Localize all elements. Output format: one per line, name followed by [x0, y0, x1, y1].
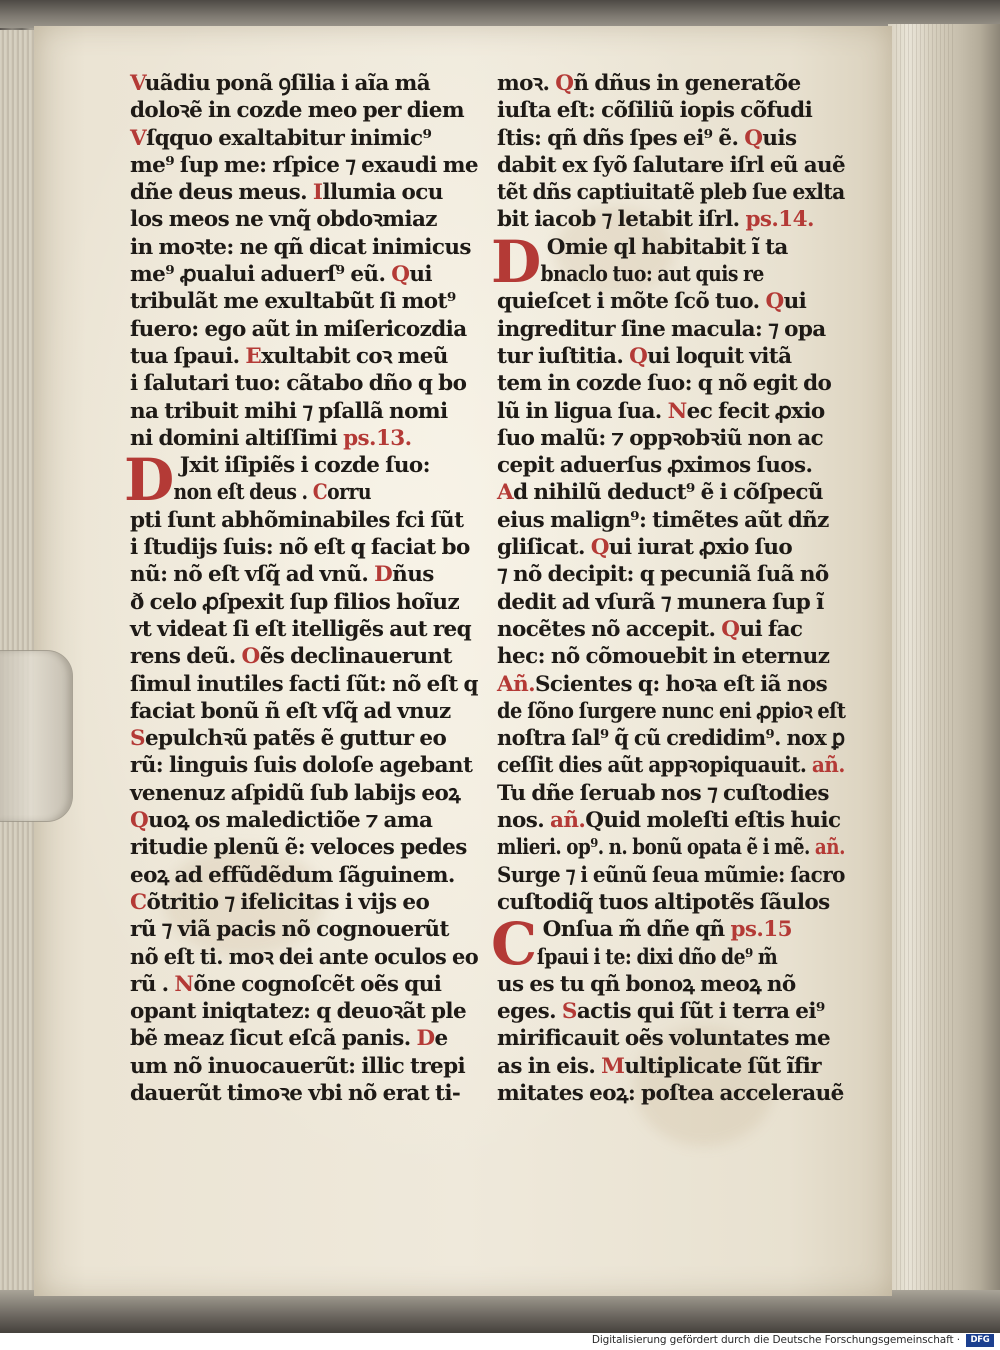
text-line: [497, 971, 845, 998]
rubric-text: V: [130, 125, 147, 151]
text-line: [130, 1053, 478, 1080]
rubric-text: Q: [130, 808, 149, 834]
rubric-text: A: [497, 480, 514, 506]
text-line: [497, 125, 845, 152]
text-line: [497, 534, 845, 561]
body-text: ceſſit dies aũt appꝛopiquauit.: [497, 753, 812, 779]
text-line: [130, 1080, 478, 1107]
text-line: [497, 479, 845, 506]
book-clasp: [0, 650, 73, 822]
rubric-text: M: [601, 1053, 625, 1079]
decorated-initial: C: [491, 910, 537, 979]
body-text: mitates eoꝝ: poſtea accelerauẽ: [497, 1080, 844, 1106]
rubric-text: N: [174, 971, 194, 997]
binding-bottom-edge: [0, 1290, 1000, 1333]
body-text: vt videat ſi eſt itelligẽs aut req: [130, 616, 472, 642]
rubric-text: S: [130, 726, 145, 752]
body-text: ſtis: qñ dñs ſpes ei⁹ ẽ.: [497, 125, 745, 151]
body-text: Omie ql habitabit ĩ ta: [546, 234, 788, 260]
body-text: ð celo ꝓſpexit ſup filios hoĩuz: [130, 589, 460, 615]
rubric-text: D: [374, 562, 393, 588]
text-line: [497, 780, 845, 807]
body-text: me⁹ ꝓualui aduerſ⁹ eũ.: [130, 262, 392, 288]
body-text: in moꝛte: ne qñ dicat inimicus: [130, 234, 471, 260]
body-text: tua ſpaui.: [130, 343, 246, 369]
rubric-text: Q: [391, 262, 410, 288]
rubric-text: D: [416, 1026, 435, 1052]
text-line: [130, 370, 478, 397]
text-line: [497, 97, 845, 124]
text-line: [497, 752, 845, 779]
body-text: dauerũt timoꝛe vbi nõ erat ti-: [130, 1080, 461, 1106]
body-text: dabit ex ſyõ ſalutare iſrl eũ auẽ: [497, 152, 846, 178]
text-line: [497, 452, 845, 479]
rubric-text: C: [312, 480, 328, 506]
text-line: [130, 671, 477, 698]
body-text: rũ: linguis ſuis doloſe agebant: [130, 753, 473, 779]
text-line: [130, 643, 478, 670]
body-text: ſimul inutiles facti ſũt: nõ eſt q: [130, 671, 478, 697]
text-line: [497, 944, 801, 971]
rubric-text: Q: [590, 535, 609, 561]
text-line: [497, 698, 846, 725]
right-page-block: [888, 24, 1000, 1296]
body-text: tẽt dñs captiuitatẽ pleb ſue exlta: [497, 180, 845, 206]
body-text: ui iurat ꝓxio ſuo: [608, 535, 793, 561]
body-text: Surge ⁊ i eũnũ ſeua mũmie: ſacro: [497, 862, 845, 888]
rubric-text: Añ.: [497, 671, 535, 697]
text-line: [130, 971, 478, 998]
body-text: cepit aduerſus ꝓximos ſuos.: [497, 453, 813, 479]
rubric-text: N: [667, 398, 687, 424]
body-text: ẽs declinauerunt: [259, 644, 452, 670]
text-line: [130, 179, 478, 206]
body-text: ui loquit vitã: [647, 343, 792, 369]
body-text: rũ ⁊ viã pacis nõ cognouerũt: [130, 917, 449, 943]
text-line: [130, 862, 478, 889]
text-line: [130, 97, 478, 124]
body-text: ñ dñus in generatõe: [573, 71, 801, 96]
rubric-text: V: [130, 71, 145, 96]
text-line: [497, 834, 845, 861]
body-text: dedit ad vſurã ⁊ munera ſup ĩ: [497, 589, 824, 615]
body-text: orru: [327, 480, 372, 506]
body-text: uãdiu ponã ꝯſilia i aĩa mã: [144, 71, 431, 96]
body-text: ritudie plenũ ẽ: veloces pedes: [130, 835, 467, 861]
rubric-text: añ.: [550, 808, 586, 834]
text-line: [130, 834, 478, 861]
text-line: [497, 725, 845, 752]
text-line: [130, 398, 478, 425]
text-line: [130, 889, 478, 916]
body-text: d nihilũ deduct⁹ ẽ i cõſpecũ: [513, 480, 823, 506]
body-text: bnaclo tuo: aut quis re: [540, 262, 764, 288]
body-text: tem in cozde ſuo: q nõ egit do: [497, 371, 832, 397]
text-line: [497, 998, 845, 1025]
rubric-text: ps.14.: [745, 207, 814, 233]
body-text: ni domini altiſſimi: [130, 425, 344, 451]
text-line: [130, 944, 479, 971]
body-text: epulchꝛũ patẽs ẽ guttur eo: [144, 726, 447, 752]
dfg-logo-icon: DFG: [966, 1334, 994, 1347]
body-text: ui: [783, 289, 807, 315]
body-text: nocẽtes nõ accepit.: [497, 616, 722, 642]
body-text: faciat bonũ ñ eſt vſq̃ ad vnuz: [130, 698, 451, 724]
text-line: [497, 807, 845, 834]
body-text: eges.: [497, 999, 562, 1025]
text-column-left: [124, 70, 479, 1107]
text-line: [497, 589, 845, 616]
body-text: us es tu qñ bonoꝝ meoꝝ nõ: [497, 971, 796, 997]
body-text: ultiplicate ſũt ĩfir: [624, 1053, 821, 1079]
body-text: bit iacob ⁊ letabit iſrl.: [497, 207, 746, 233]
text-line: [130, 425, 478, 452]
text-line: [130, 125, 478, 152]
body-text: fuero: ego aũt in miſericozdia: [130, 316, 467, 342]
body-text: i ſtudijs ſuis: nõ eſt q faciat bo: [130, 535, 470, 561]
body-text: lũ in ligua ſua.: [497, 398, 668, 424]
text-line: [497, 261, 801, 288]
text-line: [497, 152, 844, 179]
text-line: [497, 616, 845, 643]
body-text: nõ eſt ti. moꝛ dei ante oculos eo: [130, 944, 479, 970]
text-line: [130, 561, 478, 588]
text-line: [130, 152, 478, 179]
body-text: as in eis.: [497, 1053, 602, 1079]
body-text: Onſua m̃ dñe qñ: [542, 917, 731, 943]
body-text: nũ: nõ eſt vſq̃ ad vnũ.: [130, 562, 375, 588]
rubric-text: E: [245, 343, 262, 369]
rubric-text: ps.15: [730, 917, 792, 943]
body-text: eius malign⁹: timẽtes aũt dñz: [497, 507, 829, 533]
body-text: ui fac: [739, 616, 803, 642]
decorated-initial: D: [491, 227, 541, 296]
body-text: quieſcet i mõte ſcõ tuo.: [497, 289, 766, 315]
body-text: e: [434, 1026, 448, 1052]
text-line: [130, 316, 478, 343]
text-line: [130, 343, 478, 370]
body-text: uis: [762, 125, 797, 151]
body-text: õtritio ⁊ ifelicitas i vijs eo: [146, 889, 430, 915]
body-text: me⁹ ſup me: rſpice ⁊ exaudi me: [130, 152, 478, 178]
text-line: [497, 1025, 845, 1052]
text-line: [497, 70, 845, 97]
text-line: [130, 589, 478, 616]
body-text: ⁊ nõ decipit: q pecuniã ſuã nõ: [497, 562, 829, 588]
body-text: doloꝛẽ in cozde meo per diem: [130, 98, 464, 124]
text-line: [130, 288, 478, 315]
rubric-text: S: [561, 999, 577, 1025]
body-text: Jxit iſipiẽs i cozde ſuo:: [179, 453, 430, 479]
rubric-text: Q: [555, 71, 574, 96]
body-text: noſtra ſal⁹ q̃ cũ credidim⁹. nox ꝑ: [497, 726, 845, 752]
body-text: hec: nõ cõmouebit in eternuz: [497, 644, 830, 670]
text-line: [130, 725, 478, 752]
body-text: eoꝝ ad effũdẽdum ſãguinem.: [130, 862, 455, 888]
text-line: [130, 1025, 478, 1052]
rubric-text: Q: [765, 289, 784, 315]
body-text: õne cognoſcẽt oẽs qui: [193, 971, 442, 997]
text-line: [130, 261, 478, 288]
body-text: opant iniqtatez: q deuoꝛãt ple: [130, 999, 467, 1025]
text-line: [130, 998, 478, 1025]
body-text: pti ſunt abhõminabiles fci ſũt: [130, 507, 464, 533]
body-text: xultabit coꝛ meũ: [261, 343, 448, 369]
body-text: ſuo malũ: ⁊ oppꝛobꝛiũ non ac: [497, 425, 824, 451]
body-text: actis qui ſũt i terra ei⁹: [576, 999, 825, 1025]
text-line: [497, 862, 845, 889]
text-line: [130, 752, 478, 779]
footer-credit: Digitalisierung gefördert durch die Deutsche Forschungsgemeinschaft ·: [591, 1334, 960, 1346]
rubric-text: ps.13.: [343, 425, 412, 451]
text-line: [497, 343, 845, 370]
body-text: uoꝝ os maledictiõe ⁊ ama: [148, 808, 433, 834]
text-line: [497, 370, 845, 397]
rubric-text: Q: [744, 125, 763, 151]
text-line: [497, 398, 845, 425]
rubric-text: O: [241, 644, 260, 670]
rubric-text: añ.: [811, 753, 845, 779]
rubric-text: C: [130, 889, 147, 915]
body-text: ingreditur ſine macula: ⁊ opa: [497, 316, 826, 342]
body-text: ſqquo exaltabitur inimic⁹: [146, 125, 432, 151]
text-line: [497, 316, 845, 343]
body-text: llumia ocu: [322, 180, 443, 206]
text-line: [497, 1053, 845, 1080]
body-text: nos.: [497, 808, 551, 834]
body-text: ui: [409, 262, 432, 288]
text-line: [497, 1080, 845, 1107]
body-text: um nõ inuocauerũt: illic trepi: [130, 1053, 466, 1079]
body-text: venenuz aſpidũ ſub labijs eoꝝ: [130, 780, 461, 806]
body-text: los meos ne vnq̃ obdoꝛmiaz: [130, 207, 437, 233]
body-text: bẽ meaz ſicut eſcã panis.: [130, 1026, 417, 1052]
body-text: mirificauit oẽs voluntates me: [497, 1026, 831, 1052]
text-line: [130, 70, 478, 97]
body-text: rũ .: [130, 971, 175, 997]
text-line: [497, 288, 845, 315]
body-text: na tribuit mihi ⁊ pſallã nomi: [130, 398, 448, 424]
text-line: [497, 425, 845, 452]
body-text: mlieri. op⁹. n. bonũ opata ẽ i mẽ.: [497, 835, 815, 861]
body-text: iuſta eſt: cõſiliũ iopis cõfudi: [497, 98, 813, 124]
text-line: [130, 507, 478, 534]
footer-bar: [0, 1333, 1000, 1350]
manuscript-page: [34, 26, 892, 1296]
text-line: [130, 916, 478, 943]
binding-top-edge: [0, 0, 1000, 28]
body-text: moꝛ.: [497, 71, 556, 96]
body-text: non eſt deus .: [173, 480, 313, 506]
text-column-right: [491, 70, 846, 1107]
body-text: dñe deus meus.: [130, 180, 313, 206]
decorated-initial: D: [124, 446, 174, 515]
body-text: tur iuſtitia.: [497, 343, 630, 369]
body-text: gliſicat.: [497, 535, 591, 561]
text-line: [130, 616, 478, 643]
rubric-text: añ.: [814, 835, 845, 861]
body-text: ec fecit ꝓxio: [686, 398, 825, 424]
body-text: i ſalutari tuo: cãtabo dño q bo: [130, 371, 467, 397]
text-line: [497, 643, 845, 670]
body-text: cuſtodiq̃ tuos altipotẽs ſãulos: [497, 889, 830, 915]
text-line: [130, 807, 478, 834]
text-line: [497, 561, 845, 588]
text-line: [130, 780, 478, 807]
text-line: [130, 698, 478, 725]
body-text: ñus: [392, 562, 434, 588]
text-line: [497, 889, 845, 916]
text-line: [130, 479, 434, 506]
rubric-text: I: [312, 180, 323, 206]
body-text: rens deũ.: [130, 644, 242, 670]
body-text: Tu dñe ſeruab nos ⁊ cuſtodies: [497, 780, 829, 806]
body-text: ſpaui i te: dixi dño de⁹ m̃: [536, 944, 778, 970]
body-text: tribulãt me exultabũt ſi mot⁹: [130, 289, 456, 315]
text-line: [497, 206, 845, 233]
text-line: [497, 671, 845, 698]
text-line: [130, 206, 478, 233]
text-line: [497, 179, 845, 206]
text-line: [130, 234, 478, 261]
rubric-text: Q: [629, 343, 648, 369]
text-line: [130, 534, 478, 561]
body-text: de ſõno ſurgere nunc eni ꝓpioꝛ eſt: [497, 698, 846, 724]
body-text: Scientes q: hoꝛa eſt iã nos: [535, 671, 828, 697]
body-text: Quid moleſti eſtis huic: [585, 808, 841, 834]
text-line: [497, 507, 845, 534]
rubric-text: Q: [721, 616, 740, 642]
